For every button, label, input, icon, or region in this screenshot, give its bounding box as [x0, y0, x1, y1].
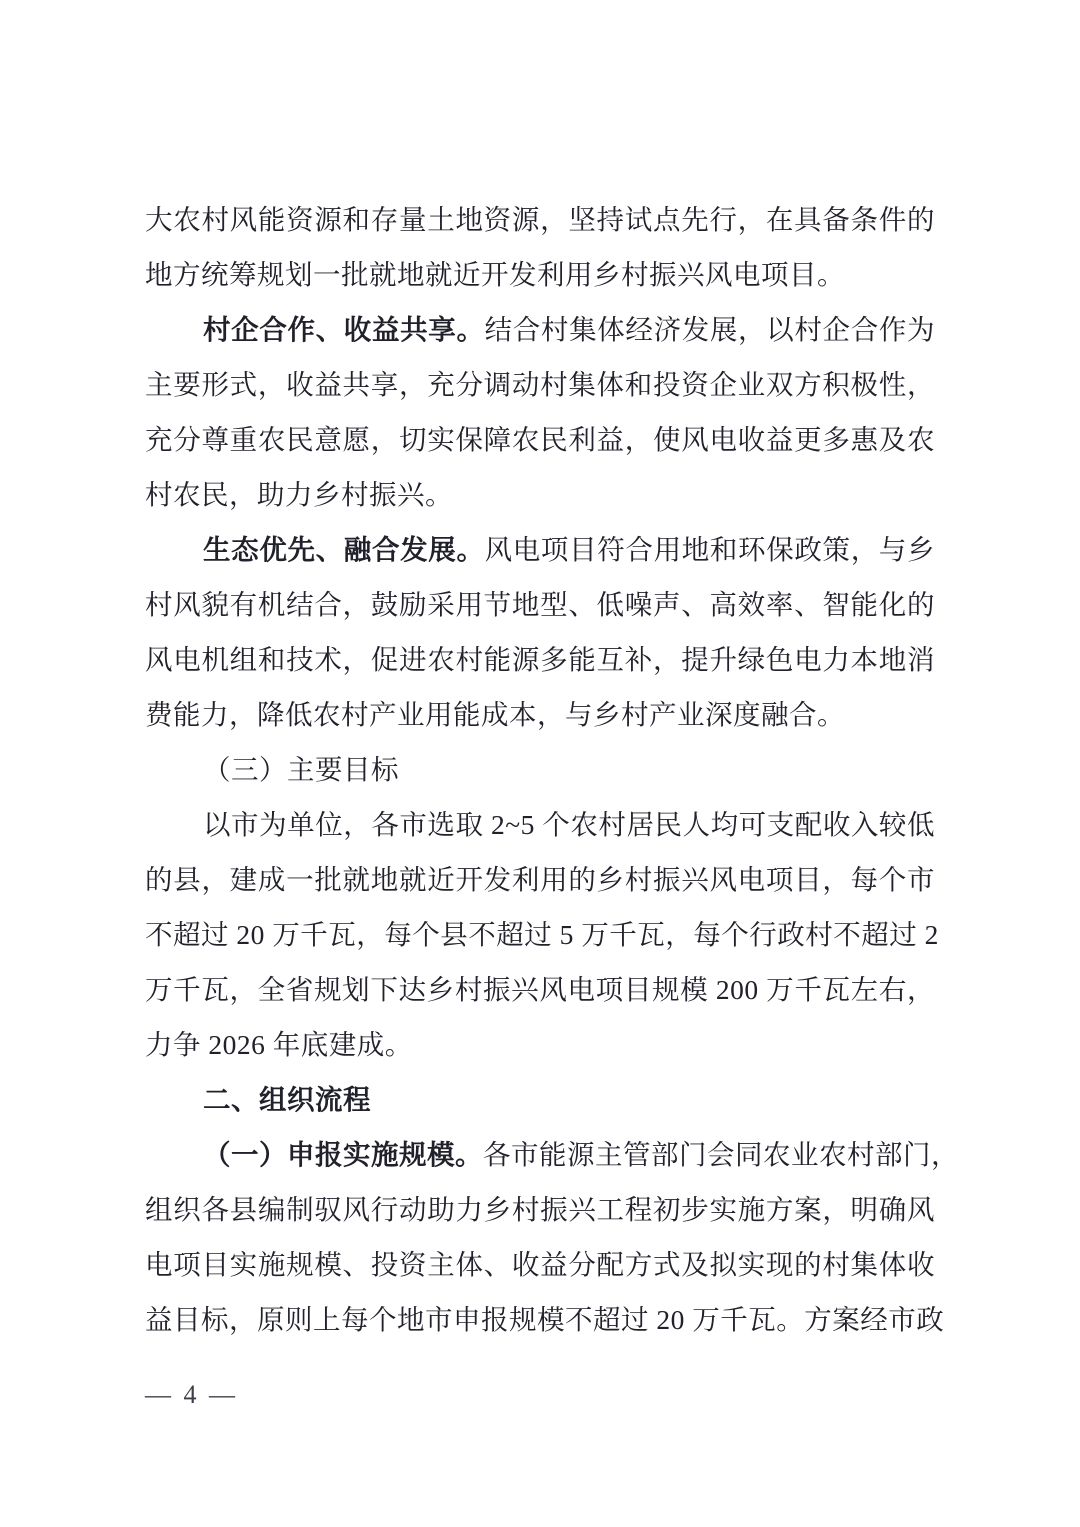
text-segment: 大农村风能资源和存量土地资源，坚持试点先行，在具备条件的 — [145, 204, 935, 235]
text-segment: 风电项目符合用地和环保政策，与乡 — [484, 534, 936, 565]
text-line — [145, 687, 935, 742]
heading-segment: 生态优先、融合发展。 — [203, 534, 485, 565]
text-line — [145, 1292, 945, 1347]
text-segment: 充分尊重农民意愿，切实保障农民利益，使风电收益更多惠及农 — [145, 424, 935, 455]
text-line — [145, 302, 935, 357]
text-line — [145, 1127, 959, 1182]
text-segment: 力争 2026 年底建成。 — [145, 1029, 413, 1060]
text-line — [145, 1072, 935, 1127]
text-line — [145, 742, 935, 797]
text-segment: 不超过 20 万千瓦，每个县不超过 5 万千瓦，每个行政村不超过 2 — [145, 919, 939, 950]
text-segment: 村风貌有机结合，鼓励采用节地型、低噪声、高效率、智能化的 — [145, 589, 935, 620]
text-line — [145, 357, 935, 412]
text-line — [145, 467, 935, 522]
text-segment: 村农民，助力乡村振兴。 — [145, 479, 453, 510]
text-line — [145, 247, 935, 302]
text-line — [145, 852, 935, 907]
heading-segment: 二、组织流程 — [203, 1084, 371, 1115]
text-line — [145, 412, 935, 467]
text-segment: 益目标，原则上每个地市申报规模不超过 20 万千瓦。方案经市政 — [145, 1304, 945, 1335]
text-line — [145, 192, 935, 247]
text-line — [145, 907, 939, 962]
text-segment: 以市为单位，各市选取 2~5 个农村居民人均可支配收入较低 — [203, 809, 935, 840]
text-line — [145, 577, 935, 632]
page-footer — [145, 1380, 238, 1410]
text-segment: 万千瓦，全省规划下达乡村振兴风电项目规模 200 万千瓦左右， — [145, 974, 935, 1005]
text-segment: 结合村集体经济发展，以村企合作为 — [484, 314, 936, 345]
text-line — [145, 797, 935, 852]
page-number: — 4 — — [145, 1380, 238, 1409]
text-segment: 电项目实施规模、投资主体、收益分配方式及拟实现的村集体收 — [145, 1249, 935, 1280]
text-line — [145, 1237, 935, 1292]
text-line — [145, 1017, 935, 1072]
text-segment: 风电机组和技术，促进农村能源多能互补，提升绿色电力本地消 — [145, 644, 935, 675]
text-segment: 费能力，降低农村产业用能成本，与乡村产业深度融合。 — [145, 699, 845, 730]
heading-segment: 村企合作、收益共享。 — [203, 314, 485, 345]
text-line — [145, 962, 935, 1017]
text-segment: 地方统筹规划一批就地就近开发利用乡村振兴风电项目。 — [145, 259, 845, 290]
text-segment: （三）主要目标 — [203, 754, 399, 785]
text-segment: 各市能源主管部门会同农业农村部门， — [483, 1139, 959, 1170]
text-line — [145, 1182, 935, 1237]
text-segment: 组织各县编制驭风行动助力乡村振兴工程初步实施方案，明确风 — [145, 1194, 935, 1225]
heading-segment: （一）申报实施规模。 — [203, 1139, 483, 1170]
text-segment: 主要形式，收益共享，充分调动村集体和投资企业双方积极性， — [145, 369, 935, 400]
document-body — [145, 192, 959, 1347]
text-line — [145, 522, 935, 577]
text-line — [145, 632, 935, 687]
text-segment: 的县，建成一批就地就近开发利用的乡村振兴风电项目，每个市 — [145, 864, 935, 895]
